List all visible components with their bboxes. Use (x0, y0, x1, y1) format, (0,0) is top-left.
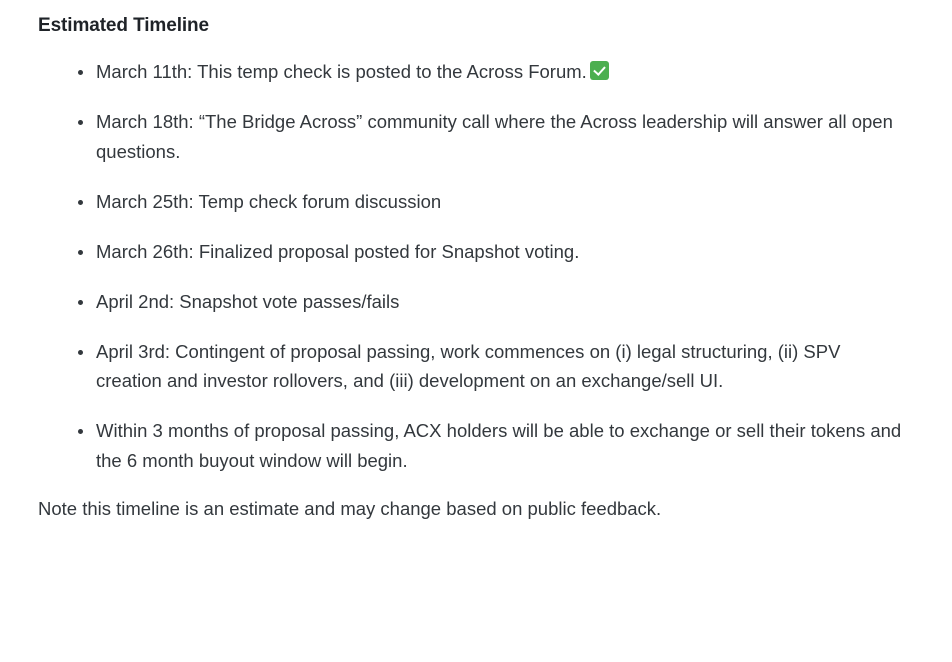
list-item-text: Within 3 months of proposal passing, ACX holders will be able to exchange or sell their tokens and the 6 month buyout window will begin. (96, 420, 902, 472)
list-item-text: March 25th: Temp check forum discussion (96, 190, 442, 212)
list-item (96, 187, 912, 217)
list-item (96, 57, 912, 87)
list-item-text: March 18th: “The Bridge Across” community call where the Across leadership will answer all open questions. (96, 110, 893, 162)
page-title: Estimated Timeline (38, 15, 210, 36)
list-item (96, 107, 912, 167)
list-item-text: April 3rd: Contingent of proposal passing, work commences on (i) legal structuring, (ii) SPV creation and investor rollovers, and (iii) development on an exchange/sell UI. (96, 340, 841, 392)
list-item-text: March 26th: Finalized proposal posted for Snapshot voting. (96, 240, 580, 262)
list-item-text: March 11th: This temp check is posted to the Across Forum. (96, 60, 587, 82)
list-item (96, 416, 912, 476)
list-item (96, 337, 912, 397)
timeline-note: Note this timeline is an estimate and may change based on public feedback. (38, 498, 662, 520)
timeline-list (38, 57, 912, 477)
list-item (96, 287, 912, 317)
check-mark-icon (590, 61, 609, 80)
list-item-text: April 2nd: Snapshot vote passes/fails (96, 290, 400, 312)
list-item (96, 237, 912, 267)
